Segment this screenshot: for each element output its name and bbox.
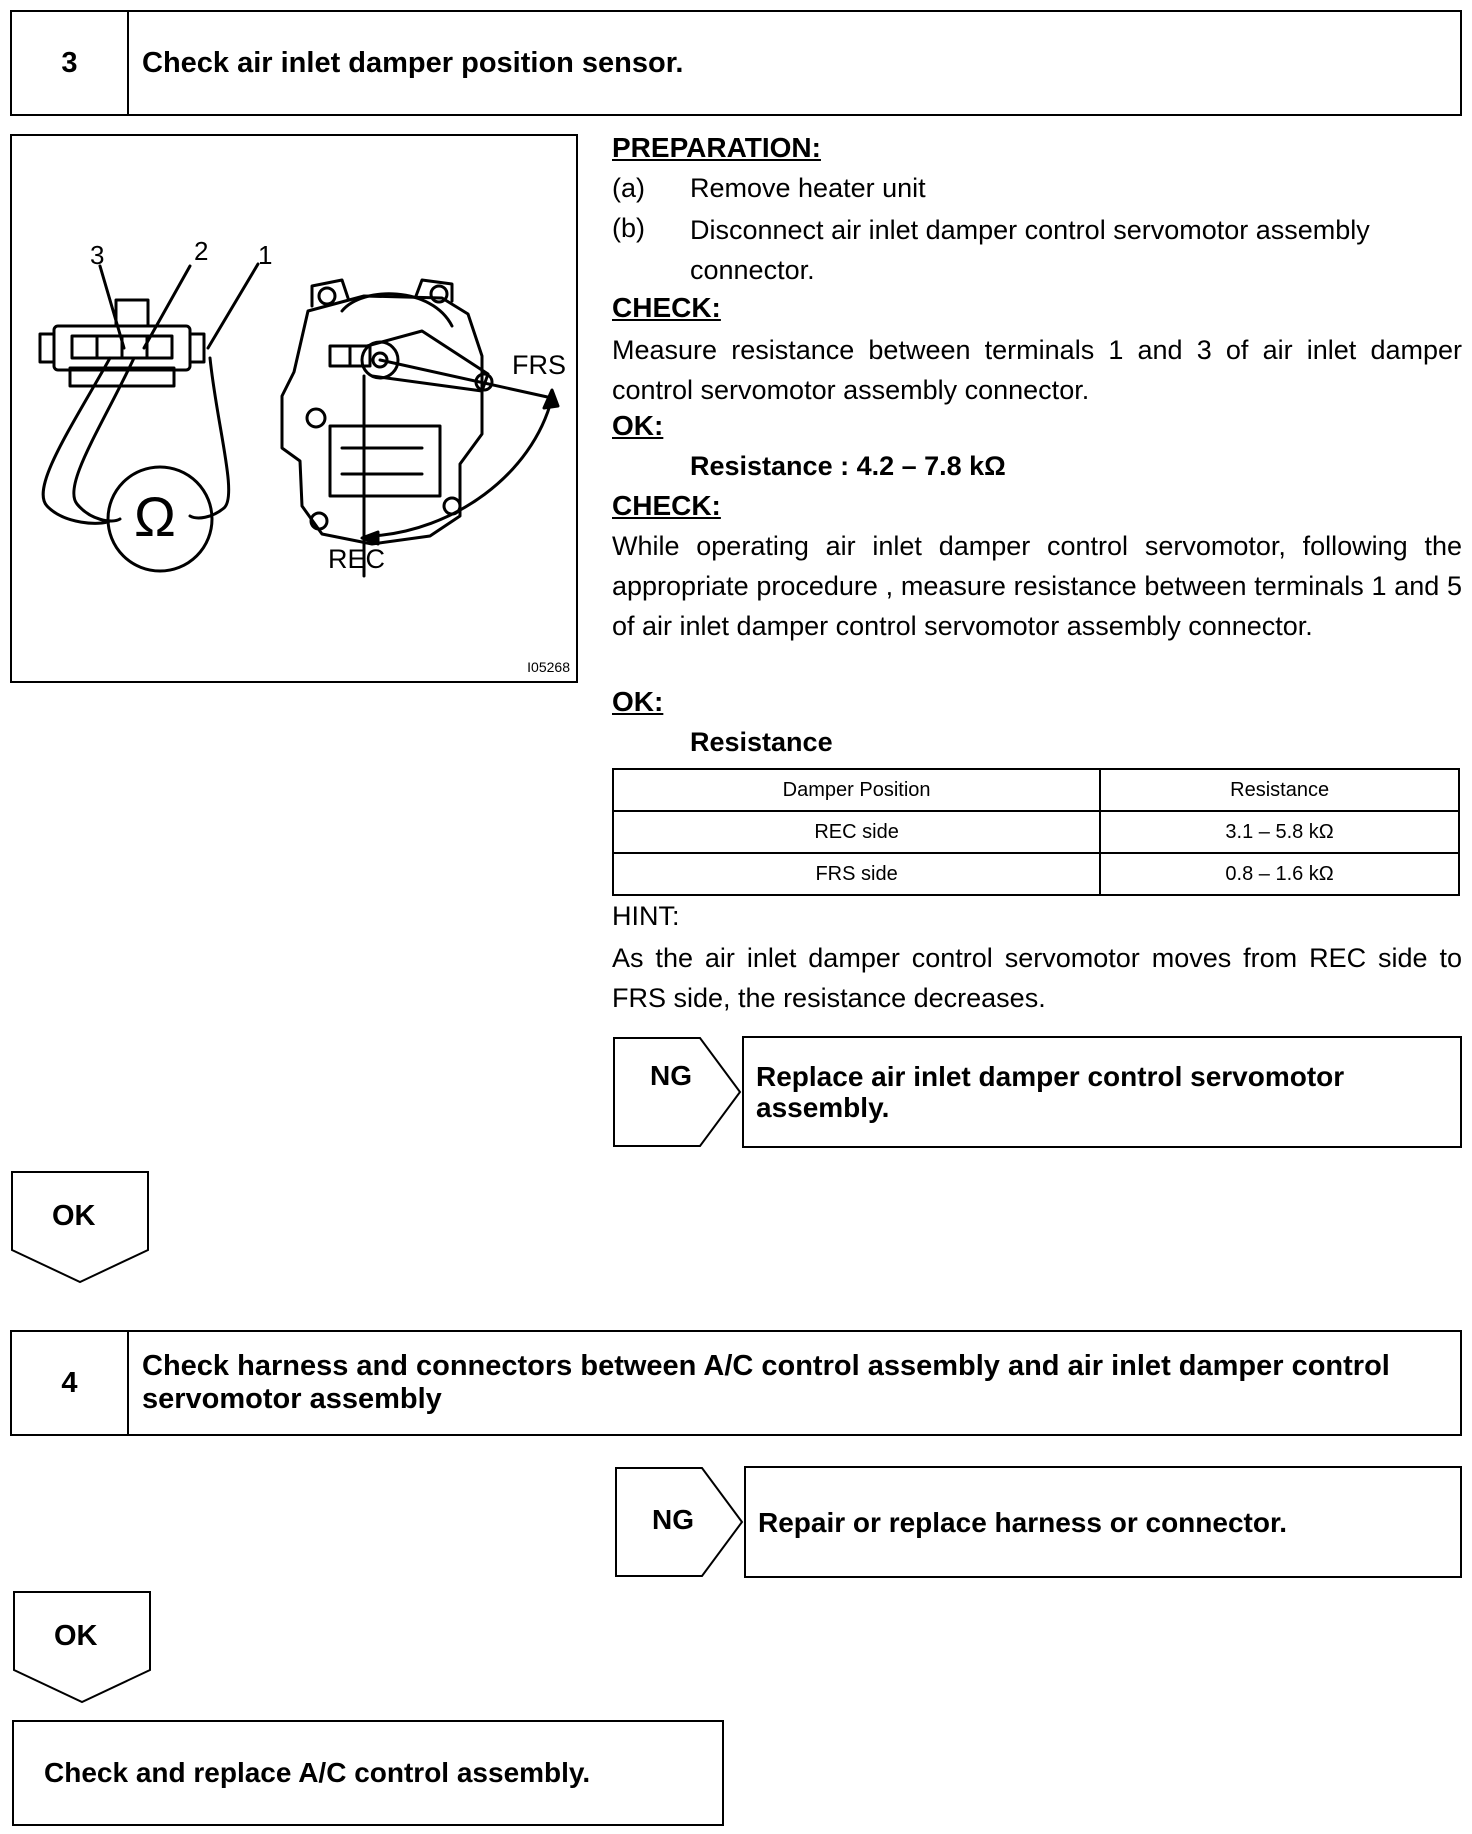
ng-result-1: Replace air inlet damper control servomotor assembly. [742,1036,1462,1148]
ohm-symbol: Ω [134,485,176,548]
rec-label: REC [328,544,386,574]
pin-label-3: 3 [90,240,105,270]
check-text-1: Measure resistance between terminals 1 and 3 of air inlet damper control servomotor assembly connector. [612,335,1462,405]
step-number: 3 [12,12,129,114]
ok-heading-1: OK: [612,410,664,441]
preparation-heading: PREPARATION: [612,132,821,163]
resistance-table [612,768,1460,896]
connector-diagram [10,134,578,683]
prep-item-a-marker: (a) [612,173,645,203]
ok-heading-2: OK: [612,686,664,717]
figure-code: I05268 [527,659,570,675]
resistance-spec: Resistance : 4.2 – 7.8 kΩ [690,451,1006,481]
table-cell: REC side [613,811,1100,853]
ng-result-2: Repair or replace harness or connector. [744,1466,1462,1578]
ng-arrow-1 [612,1036,744,1148]
ok-label-2: OK [54,1620,98,1652]
pin-label-1: 1 [258,240,273,270]
step-4-header [10,1330,1462,1436]
prep-item-b-text: Disconnect air inlet damper control servomotor assembly connector. [690,215,1370,285]
hint-label: HINT: [612,901,680,931]
table-cell: FRS side [613,853,1100,895]
pin-label-2: 2 [194,236,209,266]
ng-label-1: NG [650,1060,692,1091]
hint-text: As the air inlet damper control servomotor moves from REC side to FRS side, the resistance decreases. [612,943,1462,1013]
table-header-cell: Damper Position [613,769,1100,811]
step-title: Check harness and connectors between A/C control assembly and air inlet damper control servomotor assembly [142,1350,1390,1415]
step-3-header [10,10,1462,116]
check-heading-2: CHECK: [612,490,721,521]
table-cell: 0.8 – 1.6 kΩ [1100,853,1459,895]
table-row [613,811,1459,853]
prep-item-b-marker: (b) [612,213,645,243]
ok-label-1: OK [52,1200,96,1232]
table-cell: 3.1 – 5.8 kΩ [1100,811,1459,853]
step-number: 4 [12,1332,129,1434]
prep-item-a-text: Remove heater unit [690,173,926,203]
check-text-2: While operating air inlet damper control servomotor, following the appropriate procedure , measure resistance between terminals 1 and 5 of air inlet damper control servomotor assembly connector. [612,531,1462,641]
check-heading-1: CHECK: [612,292,721,323]
step-title: Check air inlet damper position sensor. [142,46,684,79]
table-header-row [613,769,1459,811]
table-header-cell: Resistance [1100,769,1459,811]
frs-label: FRS [512,350,566,380]
connector-illustration [12,136,576,681]
final-action-box: Check and replace A/C control assembly. [12,1720,724,1826]
resistance-subheading: Resistance [690,727,833,757]
ng-label-2: NG [652,1504,694,1535]
table-row [613,853,1459,895]
